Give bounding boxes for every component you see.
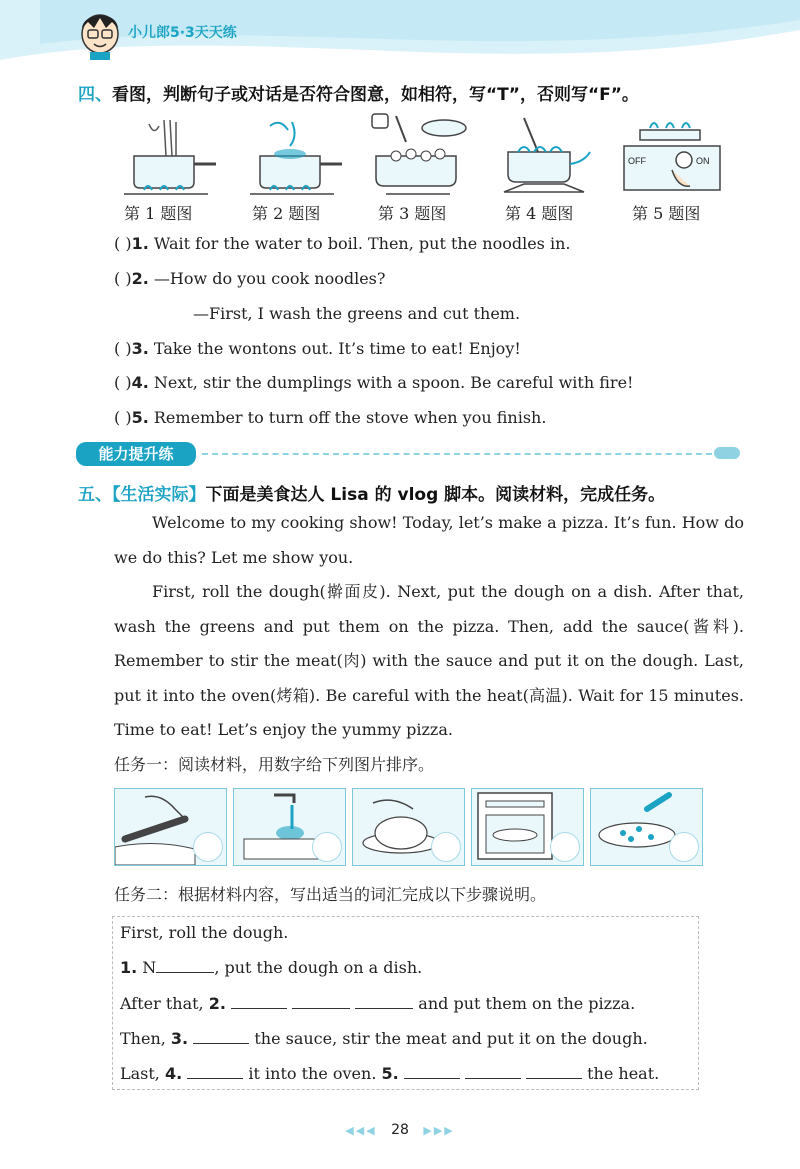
section5-number: 五、: [78, 485, 112, 505]
task-picture-put-dough-on-dish: [352, 788, 465, 866]
step-text: the sauce, stir the meat and put it on the dough.: [254, 1029, 648, 1048]
answer-bracket-4[interactable]: ( ): [114, 373, 132, 392]
task1-instruction: 任务一：阅读材料，用数字给下列图片排序。: [114, 755, 435, 774]
stove-on-label: ON: [696, 156, 710, 166]
step-number: 4.: [164, 1064, 183, 1083]
statement-5: [114, 408, 546, 427]
step-text: Last,: [120, 1064, 165, 1083]
step-number: 5.: [381, 1064, 399, 1083]
right-arrows-icon: ▶▶▶: [423, 1124, 455, 1137]
caption-1: 第 1 题图: [124, 204, 193, 223]
banner-end-decoration: [714, 447, 740, 459]
step-number: 2.: [208, 994, 226, 1013]
task-picture-add-sauce: [590, 788, 703, 866]
answer-bracket-2[interactable]: ( ): [114, 269, 132, 288]
step-text: After that,: [120, 994, 209, 1013]
banner-dash-divider: [202, 453, 712, 455]
blank-5c[interactable]: [526, 1064, 582, 1079]
page-number: 28: [391, 1122, 409, 1138]
order-circle-1[interactable]: [193, 832, 223, 862]
task2-instruction: 任务二：根据材料内容，写出适当的词汇完成以下步骤说明。: [114, 885, 547, 904]
order-circle-4[interactable]: [550, 832, 580, 862]
ability-banner: 能力提升练: [76, 442, 196, 466]
answer-bracket-5[interactable]: ( ): [114, 408, 132, 427]
stove-off-label: OFF: [628, 156, 646, 166]
blank-2b[interactable]: [292, 994, 350, 1009]
step-2: [120, 994, 635, 1013]
step-4-5: [120, 1064, 659, 1083]
step-first: First, roll the dough.: [120, 923, 289, 942]
blank-2a[interactable]: [231, 994, 287, 1009]
mascot-icon: [76, 8, 124, 60]
picture-3-wontons-out: [366, 112, 470, 192]
caption-2: 第 2 题图: [252, 204, 321, 223]
step-1: [120, 958, 422, 977]
reading-paragraph-2: First, roll the dough(擀面皮). Next, put the dough on a dish. After that, wash the greens and put them on the pizza. Then, add the sauce(酱料). Remember to stir the meat(肉) with the sauce and put it on the dough. Last, put it into the oven(烤箱). Be careful with the heat(高温). Wait for 15 minutes. Time to eat! Let’s enjoy the yummy pizza.: [114, 582, 744, 739]
picture-2-wash-greens: [240, 116, 344, 196]
statement-text: Next, stir the dumplings with a spoon. Be careful with fire!: [148, 373, 634, 392]
order-circle-2[interactable]: [312, 832, 342, 862]
blank-5b[interactable]: [465, 1064, 521, 1079]
caption-4: 第 4 题图: [505, 204, 574, 223]
order-circle-3[interactable]: [431, 832, 461, 862]
statement-number: 3.: [131, 339, 149, 358]
statement-3: [114, 339, 521, 358]
statement-1: [114, 234, 570, 253]
section5-tag: 【生活实际】: [112, 485, 206, 505]
blank-5a[interactable]: [404, 1064, 460, 1079]
answer-bracket-1[interactable]: ( ): [114, 234, 132, 253]
left-arrows-icon: ◀◀◀: [345, 1124, 377, 1137]
section5-heading: [78, 480, 665, 505]
statement-number: 1.: [131, 234, 149, 253]
statement-4: [114, 373, 633, 392]
blank-2c[interactable]: [355, 994, 413, 1009]
picture-5-turn-off-stove: [620, 114, 724, 194]
order-circle-5[interactable]: [669, 832, 699, 862]
section4-heading: [78, 80, 639, 105]
statement-2: [114, 269, 385, 288]
section5-title: 下面是美食达人 Lisa 的 vlog 脚本。阅读材料，完成任务。: [205, 485, 666, 505]
brand-title: 小儿郎5·3天天练: [128, 25, 237, 41]
blank-1[interactable]: [156, 958, 214, 973]
caption-3: 第 3 题图: [378, 204, 447, 223]
statement-2-reply: —First, I wash the greens and cut them.: [193, 304, 521, 323]
section4-number: 四、: [78, 85, 112, 105]
answer-bracket-3[interactable]: ( ): [114, 339, 132, 358]
task-picture-oven: [471, 788, 584, 866]
caption-5: 第 5 题图: [632, 204, 701, 223]
step-text: N: [137, 958, 157, 977]
step-number: 1.: [120, 958, 138, 977]
statement-number: 4.: [131, 373, 149, 392]
statement-text: Wait for the water to boil. Then, put the noodles in.: [148, 234, 571, 253]
statement-text: Take the wontons out. It’s time to eat! Enjoy!: [148, 339, 521, 358]
task-picture-wash-greens: [233, 788, 346, 866]
step-text: , put the dough on a dish.: [214, 958, 423, 977]
step-text: Then,: [120, 1029, 171, 1048]
picture-4-stir-dumplings: [494, 112, 598, 192]
step-text: the heat.: [587, 1064, 660, 1083]
reading-paragraph-1: Welcome to my cooking show! Today, let’s make a pizza. It’s fun. How do we do this? Let me show you.: [114, 513, 744, 567]
blank-4[interactable]: [187, 1064, 243, 1079]
step-number: 3.: [170, 1029, 189, 1048]
picture-1-boil-noodles: [114, 116, 218, 196]
page-footer: [0, 1122, 800, 1138]
statement-text: Remember to turn off the stove when you finish.: [148, 408, 547, 427]
statement-text: —How do you cook noodles?: [148, 269, 386, 288]
step-text: it into the oven.: [248, 1064, 382, 1083]
task-picture-roll-dough: [114, 788, 227, 866]
statement-number: 2.: [131, 269, 149, 288]
step-3: [120, 1029, 648, 1048]
blank-3[interactable]: [193, 1029, 249, 1044]
section4-title: 看图，判断句子或对话是否符合图意，如相符，写“T”，否则写“F”。: [112, 85, 639, 105]
step-text: and put them on the pizza.: [418, 994, 636, 1013]
statement-number: 5.: [131, 408, 149, 427]
